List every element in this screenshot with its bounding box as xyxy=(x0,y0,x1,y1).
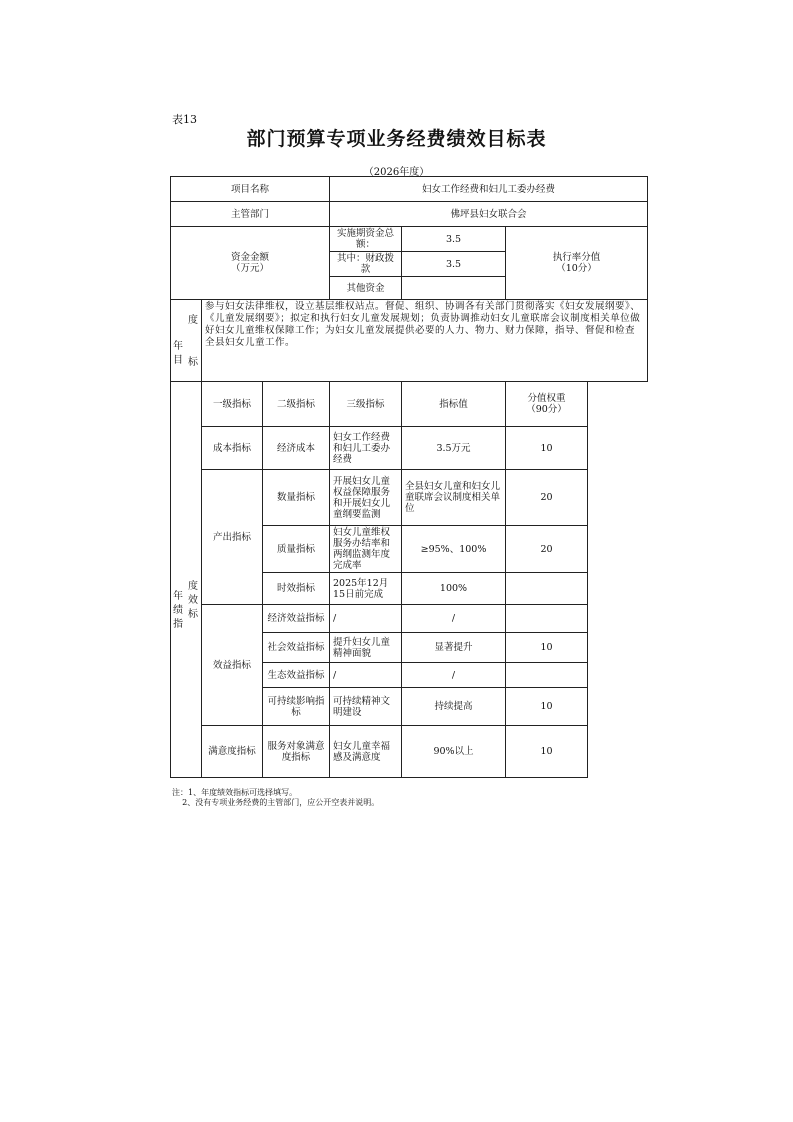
total-funds-label: 实施期资金总额： xyxy=(330,227,402,252)
cost-level1: 成本指标 xyxy=(202,427,263,470)
quantity-level3: 开展妇女儿童权益保障服务和开展妇女儿童纲要监测 xyxy=(330,470,402,526)
benefit-level1: 效益指标 xyxy=(202,605,263,726)
quality-level3: 妇女儿童维权服务办结率和两纲监测年度完成率 xyxy=(330,526,402,573)
quantity-value: 全县妇女儿童和妇女儿童联席会议制度相关单位 xyxy=(402,470,506,526)
fiscal-year: （2026年度） xyxy=(363,167,430,178)
social-level2: 社会效益指标 xyxy=(263,633,330,663)
execution-rate-line2: （10分） xyxy=(556,263,597,274)
department-value: 佛坪县妇女联合会 xyxy=(330,202,648,227)
social-level3: 提升妇女儿童精神面貌 xyxy=(330,633,402,663)
page-title: 部门预算专项业务经费绩效目标表 xyxy=(246,128,547,150)
header-weight-line1: 分值权重 xyxy=(527,393,566,404)
fiscal-funds-value: 3.5 xyxy=(402,252,506,277)
satisfaction-level2: 服务对象满意度指标 xyxy=(263,726,330,778)
quantity-weight: 20 xyxy=(506,470,588,526)
department-row xyxy=(171,202,648,227)
economic-level3: / xyxy=(330,605,402,633)
goal-label-char-2: 度 xyxy=(188,314,198,326)
header-value: 指标值 xyxy=(402,382,506,427)
economic-value: / xyxy=(402,605,506,633)
goal-label-char-3: 目 xyxy=(173,354,183,366)
side-char-1: 年 xyxy=(173,590,183,602)
execution-rate-line1: 执行率分值 xyxy=(552,252,601,263)
goal-label-char-1: 年 xyxy=(173,340,183,352)
ecological-level3: / xyxy=(330,663,402,688)
cost-level3: 妇女工作经费和妇儿工委办经费 xyxy=(330,427,402,470)
total-funds-value: 3.5 xyxy=(402,227,506,252)
other-funds-value xyxy=(402,277,506,300)
timeliness-level3: 2025年12月15日前完成 xyxy=(330,573,402,605)
table-number: 表13 xyxy=(172,113,197,126)
economic-weight xyxy=(506,605,588,633)
quality-weight: 20 xyxy=(506,526,588,573)
funds-label-line1: 资金金额 xyxy=(230,252,269,263)
indicator-header-row xyxy=(171,382,648,427)
quality-value: ≥95%、100% xyxy=(402,526,506,573)
timeliness-weight xyxy=(506,573,588,605)
sustainability-value: 持续提高 xyxy=(402,688,506,726)
project-name-label: 项目名称 xyxy=(171,177,330,202)
header-weight-line2: （90分） xyxy=(526,404,567,415)
footnote-2: 2、没有专项业务经费的主管部门，应公开空表并说明。 xyxy=(172,798,380,807)
social-weight: 10 xyxy=(506,633,588,663)
side-char-3: 绩 xyxy=(173,604,183,616)
timeliness-value: 100% xyxy=(402,573,506,605)
header-level3: 三级指标 xyxy=(330,382,402,427)
satisfaction-weight: 10 xyxy=(506,726,588,778)
ecological-weight xyxy=(506,663,588,688)
execution-rate-score xyxy=(506,227,648,300)
sustainability-weight: 10 xyxy=(506,688,588,726)
footnote-1: 注：1、年度绩效指标可选择填写。 xyxy=(172,788,298,797)
timeliness-level2: 时效指标 xyxy=(263,573,330,605)
cost-value: 3.5万元 xyxy=(402,427,506,470)
funds-label xyxy=(171,227,330,300)
annual-goal-label xyxy=(171,300,202,382)
project-name-row xyxy=(171,177,648,202)
side-char-5: 指 xyxy=(173,618,183,630)
annual-goal-row xyxy=(171,300,648,382)
indicator-side-label xyxy=(171,382,202,778)
ecological-value: / xyxy=(402,663,506,688)
sustainability-level3: 可持续精神文明建设 xyxy=(330,688,402,726)
table-row xyxy=(171,726,648,778)
table-row xyxy=(171,605,648,633)
header-level1: 一级指标 xyxy=(202,382,263,427)
performance-goal-table xyxy=(170,176,648,778)
satisfaction-level3: 妇女儿童幸福感及满意度 xyxy=(330,726,402,778)
fiscal-funds-label: 其中：财政拨款 xyxy=(330,252,402,277)
ecological-level2: 生态效益指标 xyxy=(263,663,330,688)
satisfaction-value: 90%以上 xyxy=(402,726,506,778)
header-level2: 二级指标 xyxy=(263,382,330,427)
other-funds-label: 其他资金 xyxy=(330,277,402,300)
goal-label-char-4: 标 xyxy=(188,356,198,368)
side-char-6: 标 xyxy=(188,608,198,620)
table-row xyxy=(171,427,648,470)
department-label: 主管部门 xyxy=(171,202,330,227)
cost-level2: 经济成本 xyxy=(263,427,330,470)
funds-total-row xyxy=(171,227,648,252)
quantity-level2: 数量指标 xyxy=(263,470,330,526)
quality-level2: 质量指标 xyxy=(263,526,330,573)
sustainability-level2: 可持续影响指标 xyxy=(263,688,330,726)
satisfaction-level1: 满意度指标 xyxy=(202,726,263,778)
table-row xyxy=(171,470,648,526)
project-name-value: 妇女工作经费和妇儿工委办经费 xyxy=(330,177,648,202)
footnotes xyxy=(172,788,379,808)
economic-level2: 经济效益指标 xyxy=(263,605,330,633)
header-weight xyxy=(506,382,588,427)
cost-weight: 10 xyxy=(506,427,588,470)
side-char-2: 度 xyxy=(188,580,198,592)
side-char-4: 效 xyxy=(188,594,198,606)
output-level1: 产出指标 xyxy=(202,470,263,605)
social-value: 显著提升 xyxy=(402,633,506,663)
annual-goal-text: 参与妇女法律维权，设立基层维权站点。督促、组织、协调各有关部门贯彻落实《妇女发展纲要》、《儿童发展纲要》；拟定和执行妇女儿童发展规划；负责协调推动妇女儿童联席会议制度相关单位做好妇女儿童维权保障工作；为妇女儿童发展提供必要的人力、物力、财力保障，指导、督促和检查全县妇女儿童工作。 xyxy=(202,300,648,382)
funds-label-line2: （万元） xyxy=(230,263,269,274)
